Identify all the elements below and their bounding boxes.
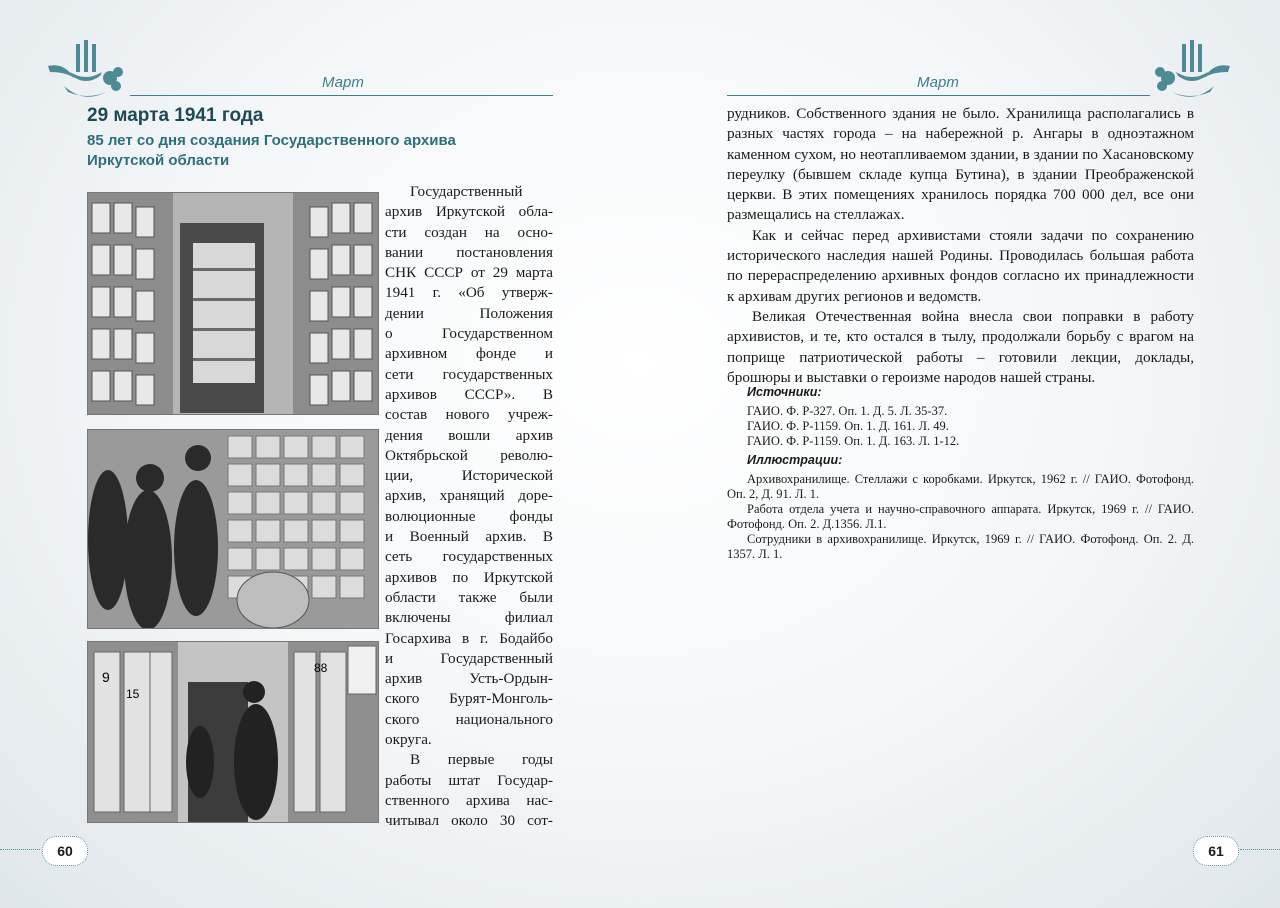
running-header-month: Март — [322, 74, 364, 91]
body-line: архив Иркутской обла- — [385, 203, 553, 221]
body-line: волюционные фонды — [385, 507, 553, 525]
body-line: архивном фонде и — [385, 345, 553, 363]
body-line: включены филиал — [385, 609, 553, 627]
body-line: ского Бурят-Монголь- — [385, 690, 553, 708]
body-line: работы штат Государ- — [385, 771, 553, 789]
body-line: дении Положения — [385, 304, 553, 322]
photo-label-9: 9 — [102, 669, 110, 685]
body-line: состав нового учреж- — [385, 406, 553, 424]
body-line: сти создан на осно- — [385, 223, 553, 241]
body-line: читывал около 30 сот- — [385, 812, 553, 830]
body-line: СНК СССР от 29 марта — [385, 264, 553, 282]
storage-staff-photo — [87, 641, 379, 823]
header-rule — [727, 95, 1150, 96]
body-line: и Государственный — [385, 649, 553, 667]
body-line: и Военный архив. В — [385, 528, 553, 546]
body-line: округа. — [385, 731, 432, 749]
footer-rule-right — [1240, 849, 1280, 850]
left-body-column — [385, 182, 553, 832]
candelabra-ornament-icon — [1148, 38, 1234, 109]
body-line: о Государственном — [385, 325, 553, 343]
body-line: Госархива в г. Бодайбо — [385, 629, 553, 647]
archive-shelves-photo — [87, 192, 379, 415]
body-line: архивов по Иркутской — [385, 568, 553, 586]
page-number-right: 61 — [1193, 836, 1239, 866]
body-line: ции, Исторической — [385, 467, 553, 485]
body-line: 1941 г. «Об утверж- — [385, 284, 553, 302]
body-line: дения вошли архив — [385, 426, 553, 444]
body-line: ственного архива нас- — [385, 791, 553, 809]
body-line: вании постановления — [385, 243, 553, 261]
body-line: Октябрьской револю- — [385, 446, 553, 464]
illustration-item: Сотрудники в архивохранилище. Иркутск, 1969 г. // ГАИО. Фотофонд. Оп. 2. Д. 1357. Л. 1. — [727, 532, 1194, 561]
right-body-column — [727, 104, 1194, 388]
body-line: ского национального — [385, 710, 553, 728]
source-item: ГАИО. Ф. Р-327. Оп. 1. Д. 5. Л. 35-37. — [747, 404, 948, 418]
body-line: архив, хранящий доре- — [385, 487, 553, 505]
body-paragraph: Как и сейчас перед архивистами стояли задачи по сохранению исторического наследия нашей Родины. Проводилась большая работа по перераспределению архивных фондов согласно их принадлежности к архивам других регионов и ведомств. — [727, 226, 1194, 305]
source-item: ГАИО. Ф. Р-1159. Оп. 1. Д. 161. Л. 49. — [747, 419, 949, 433]
body-paragraph: Великая Отечественная война внесла свои поправки в работу архивистов, и те, кто остался в тылу, продолжали борьбу с врагом на поприще патриотической работы – готовили лекции, доклады, брошюры и выставки о героизме народов нашей страны. — [727, 307, 1194, 386]
body-line: сеть государственных — [385, 548, 553, 566]
sources-block — [727, 385, 1194, 562]
body-paragraph: рудников. Собственного здания не было. Хранилища располагались в разных частях города – на набережной р. Ангары в одноэтажном каменном сухом, но неотапливаемом здании, в здании по Хасановскому переулку (бывшем складе купца Бутина), в здании Преображенской церкви. В этих помещениях хранилось порядка 700 000 дел, все они размещались на стеллажах. — [727, 105, 1194, 224]
sources-heading: Источники: — [747, 385, 822, 399]
page-number-left: 60 — [42, 836, 88, 866]
card-catalog-photo — [87, 429, 379, 629]
body-line: В первые годы — [410, 751, 553, 769]
illustration-item: Архивохранилище. Стеллажи с коробками. Иркутск, 1962 г. // ГАИО. Фотофонд. Оп. 2, Д. 91. Л. 1. — [727, 472, 1194, 501]
body-line: архивов СССР». В — [385, 385, 553, 403]
illustration-item: Работа отдела учета и научно-справочного аппарата. Иркутск, 1969 г. // ГАИО. Фотофонд. Оп. 2. Д.1356. Л.1. — [727, 502, 1194, 531]
candelabra-ornament-icon — [44, 38, 130, 109]
body-line: области также были — [385, 588, 553, 606]
source-item: ГАИО. Ф. Р-1159. Оп. 1. Д. 163. Л. 1-12. — [747, 434, 960, 448]
article-date-title: 29 марта 1941 года — [87, 105, 264, 126]
body-line: архив Усть-Ордын- — [385, 670, 553, 688]
article-subtitle: 85 лет со дня создания Государственного архива Иркутской области — [87, 132, 456, 169]
body-line: Государственный — [410, 183, 523, 200]
photo-label-15: 15 — [126, 687, 140, 701]
header-rule — [130, 95, 553, 96]
photo-label-88: 88 — [314, 661, 328, 675]
illustrations-heading: Иллюстрации: — [747, 453, 843, 467]
running-header-month: Март — [917, 74, 959, 91]
body-line: сети государственных — [385, 365, 553, 383]
footer-rule-left — [0, 849, 40, 850]
